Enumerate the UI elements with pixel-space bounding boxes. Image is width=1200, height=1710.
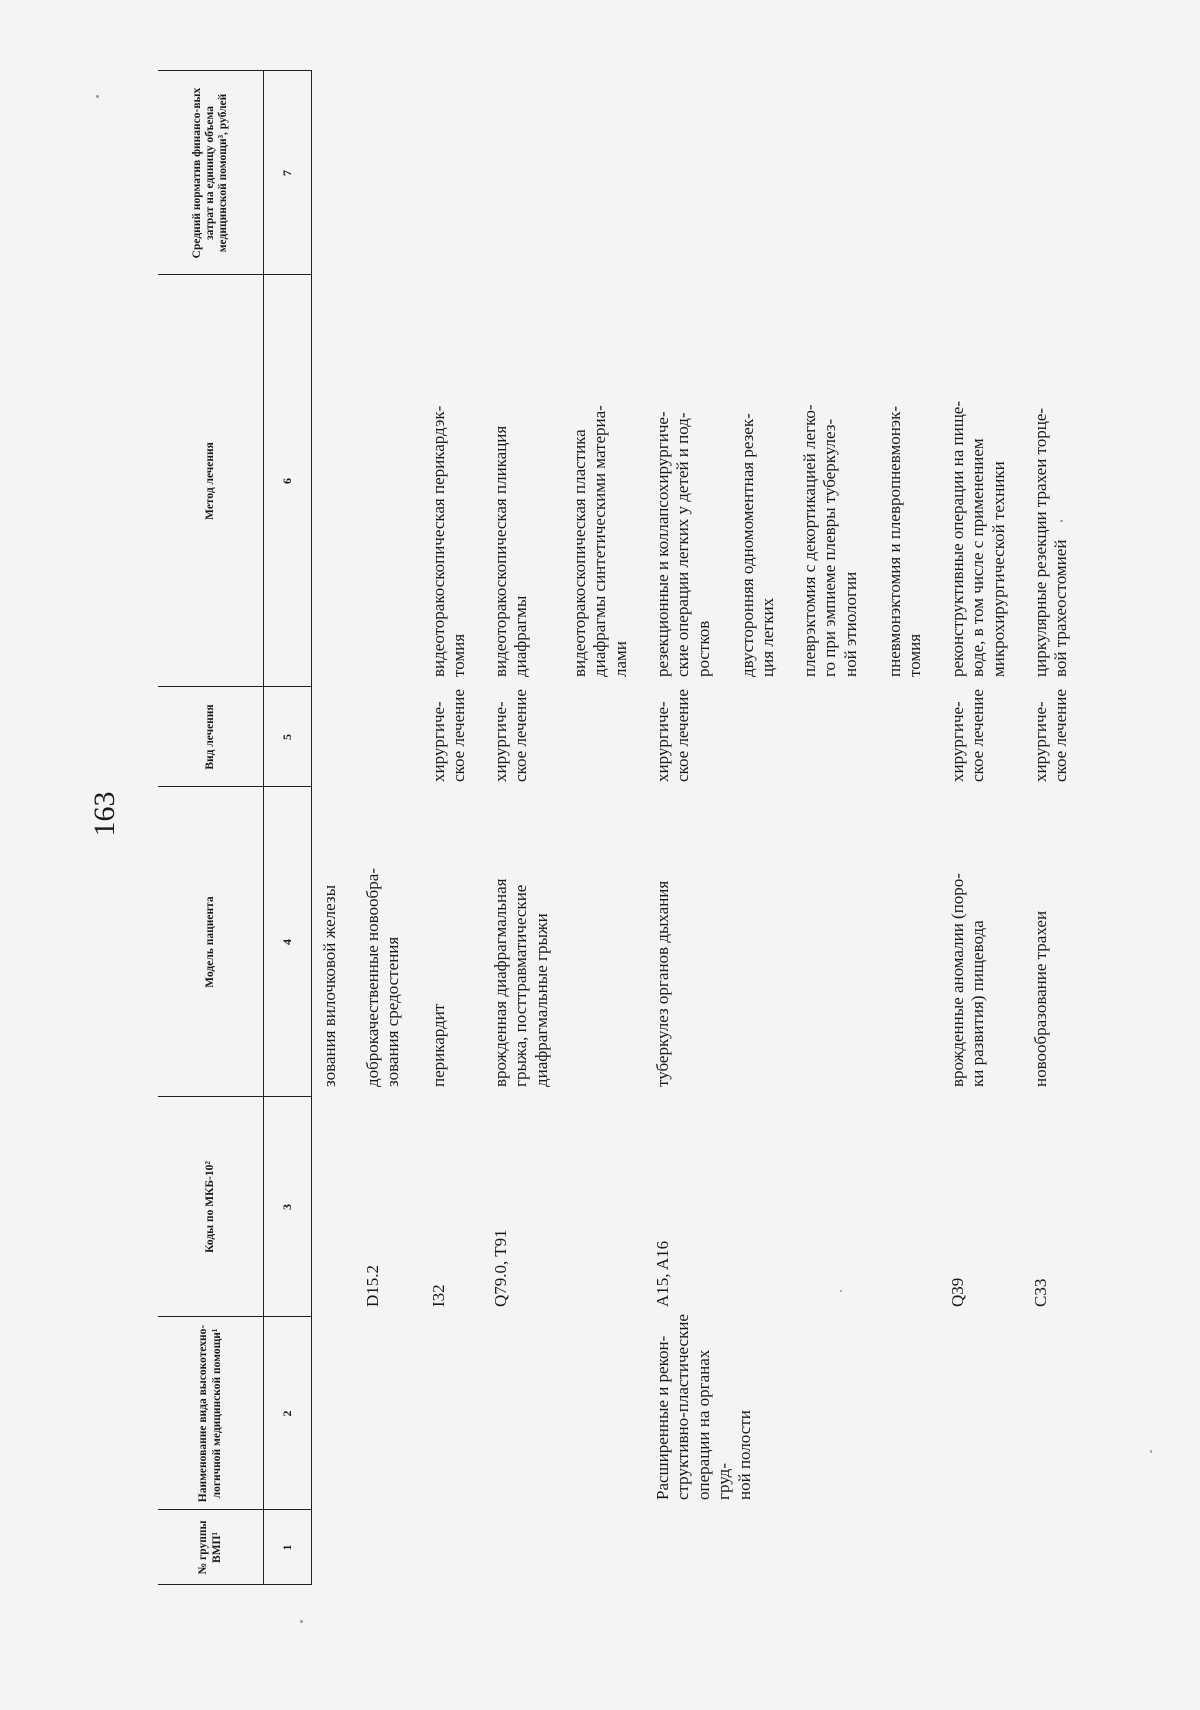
- treatment-type-cell: хирургиче- ское лечение: [429, 689, 469, 782]
- header-vmp-name: Наименование вида высокотехно-логичной медицинской помощи¹: [197, 1324, 223, 1503]
- column-number: 5: [279, 734, 294, 740]
- page-number: 163: [88, 791, 121, 837]
- treatment-method-cell: пневмонэктомия и плевропневмонэк- томия: [885, 405, 925, 677]
- treatment-method-cell: видеоторакоскопическая пластика диафрагмы синтетическими материа- лами: [570, 405, 630, 677]
- header-group-number: № группы ВМП¹: [197, 1520, 223, 1575]
- header-icd-codes: Коды по МКБ-10²: [203, 1161, 216, 1253]
- patient-model-cell: новообразование трахеи: [1031, 910, 1050, 1087]
- treatment-method-cell: резекционные и коллапсохирургиче- ские операции легких у детей и под- ростков: [653, 411, 713, 677]
- patient-model-cell: врожденные аномалии (поро- ки развития) пищевода: [948, 873, 988, 1087]
- scan-speck: [1150, 1450, 1152, 1453]
- treatment-method-cell: циркулярные резекции трахеи торце- вой трахеостомией: [1031, 407, 1071, 677]
- icd-code-cell: Q39: [948, 1277, 967, 1307]
- patient-model-cell: перикардит: [429, 1003, 448, 1087]
- patient-model-cell: врожденная диафрагмальная грыжа, посттравматические диафрагмальные грыжи: [491, 878, 551, 1087]
- icd-code-cell: A15, A16: [653, 1240, 672, 1307]
- treatment-type-cell: хирургиче- ское лечение: [1031, 689, 1071, 782]
- column-number: 3: [279, 1204, 294, 1210]
- treatment-method-cell: реконструктивные операции на пище- воде, в том числе с применением микрохирургической техники: [948, 400, 1008, 677]
- header-treatment-method: Метод лечения: [203, 442, 216, 520]
- treatment-type-cell: хирургиче- ское лечение: [948, 689, 988, 782]
- vmp-name-cell: Расширенные и рекон- структивно-пластические операции на органах груд- ной полости: [653, 1314, 754, 1500]
- icd-code-cell: Q79.0, T91: [491, 1229, 510, 1307]
- icd-code-cell: I32: [429, 1284, 448, 1307]
- scan-speck: [1060, 520, 1063, 522]
- header-patient-model: Модель пациента: [203, 896, 216, 988]
- patient-model-cell: доброкачественные новообра- зования средостения: [363, 868, 403, 1087]
- scan-speck: [96, 95, 99, 98]
- treatment-method-cell: двусторонняя одномоментная резек- ция легких: [738, 413, 778, 677]
- treatment-type-cell: хирургиче- ское лечение: [491, 689, 531, 782]
- rotated-table: [158, 70, 1200, 1585]
- scan-speck: [840, 1290, 842, 1292]
- patient-model-cell: зования вилочковой железы: [320, 884, 339, 1087]
- treatment-method-cell: плеврэктомия с декортикацией легко- го при эмпиеме плевры туберкулез- ной этиологии: [800, 404, 860, 677]
- column-number: 6: [279, 478, 294, 484]
- scan-speck: [300, 1620, 303, 1623]
- patient-model-cell: туберкулез органов дыхания: [653, 880, 672, 1087]
- treatment-type-cell: хирургиче- ское лечение: [653, 689, 693, 782]
- header-cost-standard: Средний норматив финансо-вых затрат на единицу объема медицинской помощи³, рублей: [190, 87, 230, 259]
- column-number: 7: [279, 170, 294, 176]
- header-treatment-type: Вид лечения: [203, 704, 216, 770]
- icd-code-cell: D15.2: [363, 1264, 382, 1307]
- column-number: 4: [279, 939, 294, 945]
- treatment-method-cell: видеоторакоскопическая пликация диафрагмы: [491, 425, 531, 677]
- treatment-method-cell: видеоторакоскопическая перикардэк- томия: [429, 405, 469, 677]
- column-number: 2: [279, 1410, 294, 1417]
- icd-code-cell: C33: [1031, 1278, 1050, 1307]
- column-number: 1: [279, 1544, 294, 1551]
